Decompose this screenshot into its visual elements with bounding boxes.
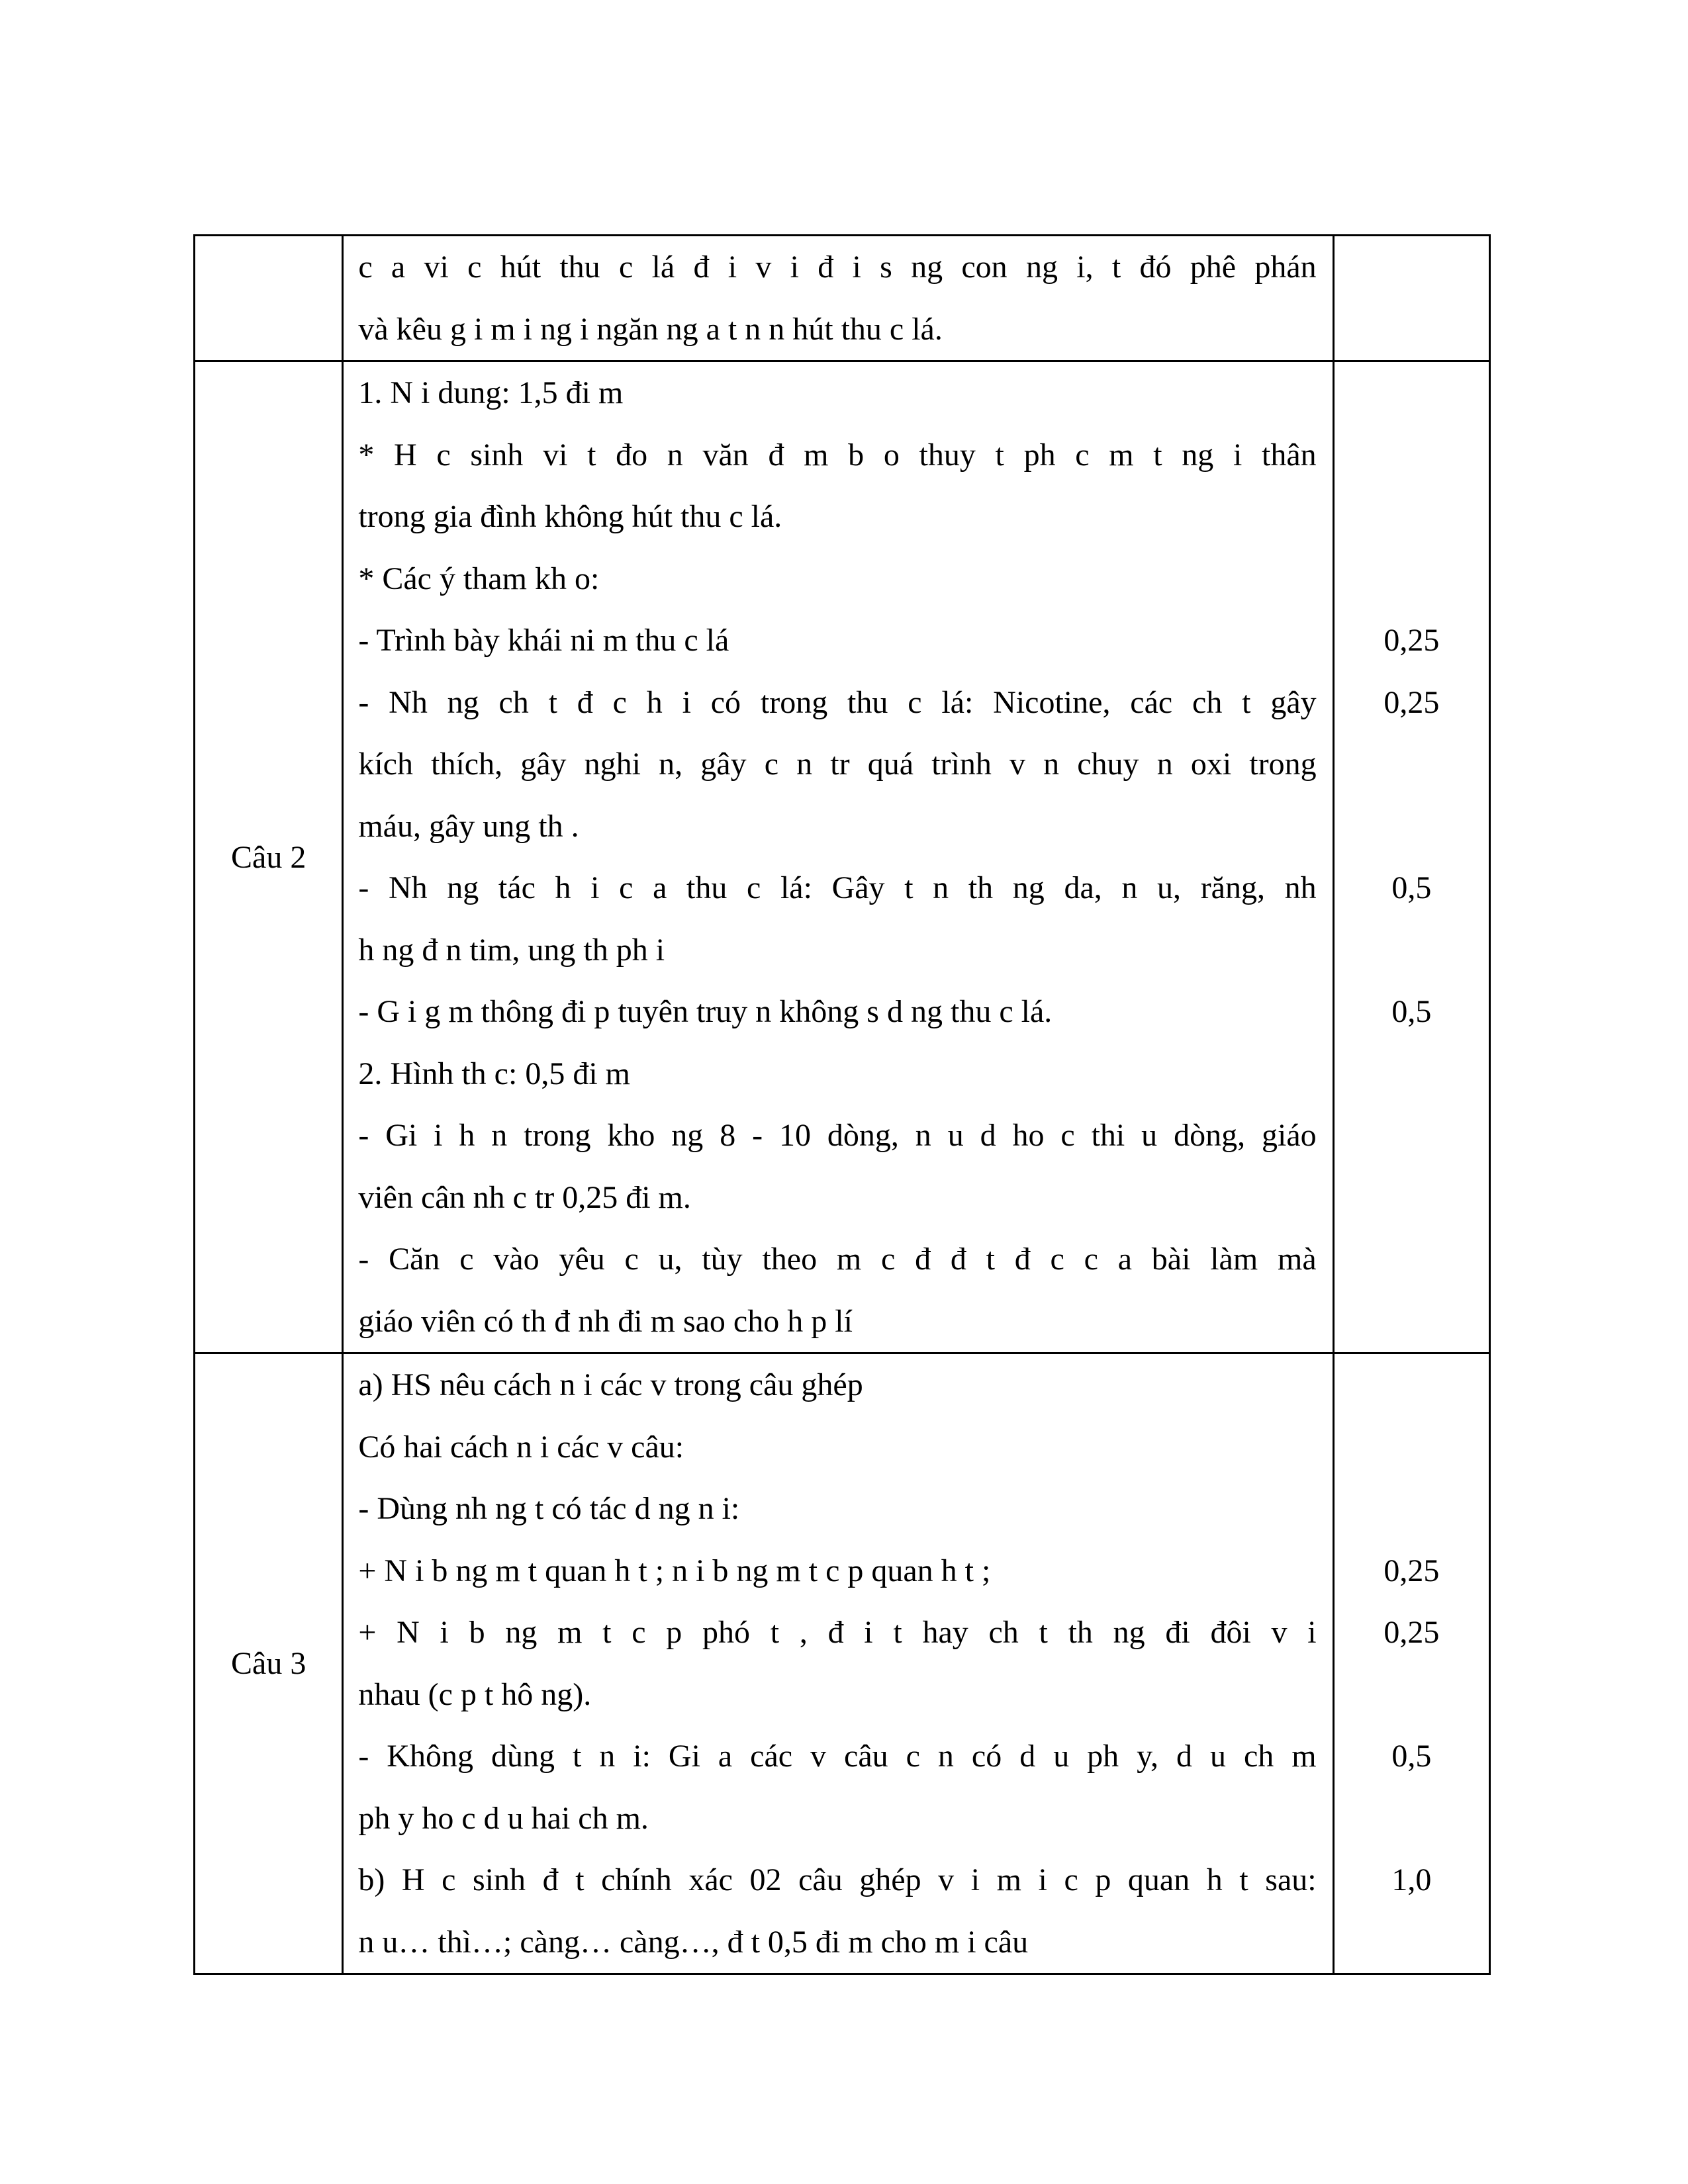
score-value: 0,25 bbox=[1383, 684, 1440, 720]
table-row bbox=[195, 236, 1490, 361]
score-column bbox=[1333, 361, 1489, 1353]
score-value bbox=[1335, 548, 1489, 610]
score-value bbox=[1335, 1167, 1489, 1229]
score-column bbox=[1333, 236, 1489, 361]
answer-line: - Nh ng tác h i c a thu c lá: Gây t n th ng da, n u, răng, nh bbox=[358, 870, 1317, 905]
answer-line: c a vi c hút thu c lá đ i v i đ i s ng con ng i, t đó phê phán bbox=[358, 250, 1317, 285]
answer-line: - G i g m thông đi p tuyên truy n không s d ng thu c lá. bbox=[358, 994, 1053, 1029]
score-column bbox=[1333, 1353, 1489, 1974]
answer-line: máu, gây ung th . bbox=[358, 808, 579, 844]
answer-line: - Dùng nh ng t có tác d ng n i: bbox=[358, 1491, 740, 1526]
answer-content bbox=[343, 236, 1333, 361]
question-label: Câu 3 bbox=[195, 1353, 343, 1974]
score-value: 1,0 bbox=[1391, 1862, 1432, 1897]
answer-content bbox=[343, 1353, 1333, 1974]
answer-line: giáo viên có th đ nh đi m sao cho h p lí bbox=[358, 1303, 853, 1339]
score-value bbox=[1335, 1043, 1489, 1105]
score-value bbox=[1335, 362, 1489, 424]
question-label bbox=[195, 236, 343, 361]
answer-line: và kêu g i m i ng i ngăn ng a t n n hút thu c lá. bbox=[358, 311, 943, 347]
score-value bbox=[1335, 919, 1489, 981]
score-value: 0,25 bbox=[1383, 1553, 1440, 1588]
question-label: Câu 2 bbox=[195, 361, 343, 1353]
score-value: 0,25 bbox=[1383, 623, 1440, 658]
score-value bbox=[1335, 733, 1489, 796]
score-value bbox=[1335, 424, 1489, 486]
score-value bbox=[1335, 1291, 1489, 1353]
answer-line: * Các ý tham kh o: bbox=[358, 561, 600, 596]
score-value bbox=[1335, 1105, 1489, 1167]
answer-line: kích thích, gây nghi n, gây c n tr quá trình v n chuy n oxi trong bbox=[358, 747, 1317, 782]
score-value bbox=[1335, 1788, 1489, 1850]
score-value: 0,5 bbox=[1391, 1739, 1432, 1774]
score-value bbox=[1335, 1354, 1489, 1416]
score-value bbox=[1335, 1664, 1489, 1726]
answer-line: ph y ho c d u hai ch m. bbox=[358, 1800, 649, 1836]
answer-line: - Gi i h n trong kho ng 8 - 10 dòng, n u d ho c thi u dòng, giáo bbox=[358, 1118, 1317, 1153]
answer-line: - Trình bày khái ni m thu c lá bbox=[358, 623, 729, 658]
score-value bbox=[1335, 236, 1489, 298]
score-value bbox=[1335, 1416, 1489, 1479]
answer-line: 2. Hình th c: 0,5 đi m bbox=[358, 1056, 630, 1091]
answer-line: trong gia đình không hút thu c lá. bbox=[358, 499, 782, 534]
table-row bbox=[195, 361, 1490, 1353]
answer-line: - Nh ng ch t đ c h i có trong thu c lá: Nicotine, các ch t gây bbox=[358, 684, 1317, 720]
answer-line: a) HS nêu cách n i các v trong câu ghép bbox=[358, 1367, 863, 1402]
score-value bbox=[1335, 796, 1489, 858]
answer-line: + N i b ng m t quan h t ; n i b ng m t c p quan h t ; bbox=[358, 1553, 991, 1588]
score-value bbox=[1335, 1228, 1489, 1291]
score-value: 0,25 bbox=[1383, 1615, 1440, 1650]
table-row bbox=[195, 1353, 1490, 1974]
score-value: 0,5 bbox=[1391, 994, 1432, 1029]
grading-table bbox=[193, 234, 1491, 1975]
answer-line: - Căn c vào yêu c u, tùy theo m c đ đ t đ c c a bài làm mà bbox=[358, 1242, 1317, 1277]
answer-line: - Không dùng t n i: Gi a các v câu c n có d u ph y, d u ch m bbox=[358, 1739, 1317, 1774]
answer-line: * H c sinh vi t đo n văn đ m b o thuy t ph c m t ng i thân bbox=[358, 437, 1317, 473]
answer-line: n u… thì…; càng… càng…, đ t 0,5 đi m cho m i câu bbox=[358, 1924, 1029, 1960]
answer-content bbox=[343, 361, 1333, 1353]
score-value: 0,5 bbox=[1391, 870, 1432, 905]
answer-line: viên cân nh c tr 0,25 đi m. bbox=[358, 1179, 691, 1215]
score-value bbox=[1335, 486, 1489, 548]
answer-line: b) H c sinh đ t chính xác 02 câu ghép v i m i c p quan h t sau: bbox=[358, 1862, 1317, 1897]
answer-line: h ng đ n tim, ung th ph i bbox=[358, 932, 665, 968]
answer-line: Có hai cách n i các v câu: bbox=[358, 1429, 684, 1465]
answer-line: nhau (c p t hô ng). bbox=[358, 1676, 592, 1712]
score-value bbox=[1335, 1478, 1489, 1540]
answer-line: 1. N i dung: 1,5 đi m bbox=[358, 375, 624, 410]
score-value bbox=[1335, 298, 1489, 361]
score-value bbox=[1335, 1911, 1489, 1974]
answer-line: + N i b ng m t c p phó t , đ i t hay ch t th ng đi đôi v i bbox=[358, 1615, 1317, 1650]
